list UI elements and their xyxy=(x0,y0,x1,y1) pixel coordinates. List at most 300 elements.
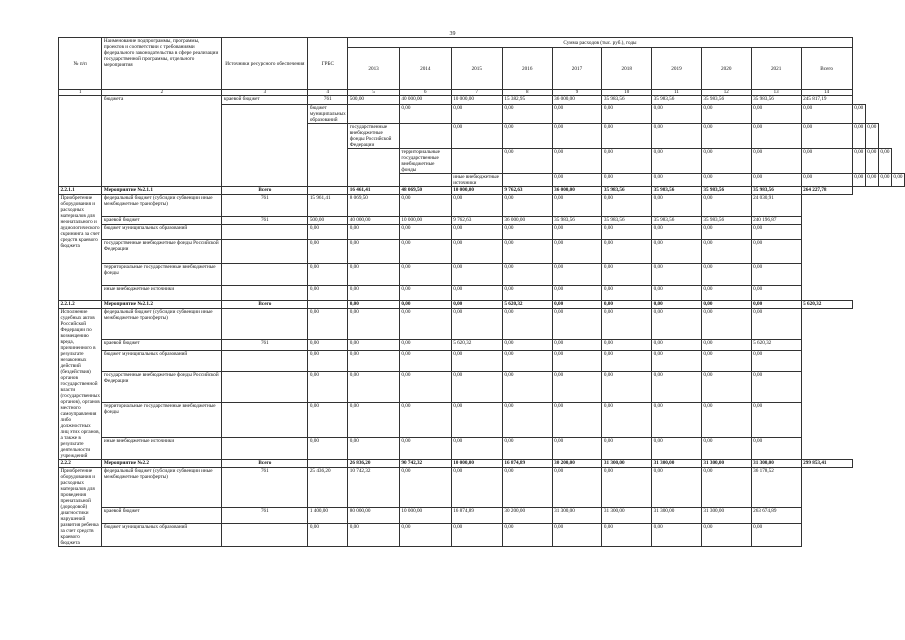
row-value: 0,00 xyxy=(451,371,502,402)
row-grbs: 761 xyxy=(222,195,308,217)
row-number xyxy=(348,149,400,187)
row-value: 0,00 xyxy=(701,339,751,350)
row-value: 0,00 xyxy=(552,264,602,286)
row-value: 0,00 xyxy=(399,309,451,340)
row-source: краевой бюджет xyxy=(102,217,222,225)
row-value: 0,00 xyxy=(502,523,552,546)
row-value: 0,00 xyxy=(652,339,702,350)
row-source: бюджет муниципальных образований xyxy=(102,350,222,371)
row-value: 0,00 xyxy=(701,149,751,174)
header-year: 2013 xyxy=(348,48,400,90)
row-value: 0,00 xyxy=(502,124,552,149)
row-value: 0,00 xyxy=(602,195,652,217)
row-value: 35 983,56 xyxy=(701,96,751,105)
row-value: 0,00 xyxy=(751,149,801,174)
row-value: 0,00 xyxy=(399,437,451,459)
row-value: 0,00 xyxy=(602,402,652,437)
row-value: 35 983,56 xyxy=(751,187,801,195)
row-value: 0,00 xyxy=(751,174,801,187)
row-grbs xyxy=(222,402,308,437)
row-source: бюджет муниципальных образований xyxy=(309,105,346,123)
row-value: 0,00 xyxy=(602,124,652,149)
row-number xyxy=(59,96,102,187)
table-row xyxy=(59,523,905,546)
row-value: 5 620,32 xyxy=(751,339,801,350)
row-value: 35 983,56 xyxy=(652,96,702,105)
row-value: 0,00 xyxy=(701,371,751,402)
row-value: 90 742,32 xyxy=(399,460,451,468)
table-row xyxy=(59,402,905,437)
row-value: 0,00 xyxy=(308,339,348,350)
row-grbs: 761 xyxy=(222,468,308,508)
row-source: Всего xyxy=(222,301,308,309)
row-value: 0,00 xyxy=(502,286,552,301)
row-value: 0,00 xyxy=(399,402,451,437)
row-value: 15 961,41 xyxy=(308,195,348,217)
row-grbs xyxy=(222,225,308,240)
row-grbs xyxy=(308,187,348,195)
column-number: 11 xyxy=(652,90,702,96)
row-value: 0,00 xyxy=(399,195,451,217)
row-source: государственные внебюджетные фонды Российской Федерации xyxy=(102,240,222,264)
row-value: 240 196,87 xyxy=(751,217,801,225)
row-source: краевой бюджет xyxy=(102,507,222,523)
row-grbs xyxy=(308,301,348,309)
row-value: 0,00 xyxy=(451,301,502,309)
row-value: 31 300,00 xyxy=(652,460,702,468)
row-value: 0,00 xyxy=(451,350,502,371)
row-value: 0,00 xyxy=(865,174,878,187)
row-value: 0,00 xyxy=(751,371,801,402)
row-value: 0,00 xyxy=(502,149,552,174)
row-value: 16 874,89 xyxy=(451,507,502,523)
row-value: 0,00 xyxy=(852,174,865,187)
row-value: 0,00 xyxy=(602,437,652,459)
row-value: 16 461,41 xyxy=(348,187,400,195)
row-value: 0,00 xyxy=(502,468,552,508)
row-value: 0,00 xyxy=(652,523,702,546)
row-value: 36 000,00 xyxy=(502,217,552,225)
row-value: 0,00 xyxy=(652,468,702,508)
header-year: 2014 xyxy=(399,48,451,90)
row-grbs xyxy=(502,174,552,187)
row-value: 0,00 xyxy=(602,523,652,546)
table-row xyxy=(59,301,905,309)
table-row xyxy=(59,507,905,523)
row-value: 0,00 xyxy=(751,350,801,371)
column-number: 3 xyxy=(222,90,308,96)
row-grbs xyxy=(451,149,502,174)
row-value: 0,00 xyxy=(308,402,348,437)
row-value: 0,00 xyxy=(701,225,751,240)
row-value: 10 000,00 xyxy=(399,217,451,225)
row-value: 299 853,41 xyxy=(801,460,852,468)
row-value: 0,00 xyxy=(602,468,652,508)
row-value: 0,00 xyxy=(552,286,602,301)
row-value: 0,00 xyxy=(602,339,652,350)
header-grbs: ГРБС xyxy=(308,38,348,90)
row-value: 0,00 xyxy=(348,523,400,546)
row-number: 2.2.1.2 xyxy=(59,301,102,309)
row-value: 0,00 xyxy=(602,309,652,340)
row-value: 0,00 xyxy=(701,124,751,149)
row-value: 0,00 xyxy=(602,350,652,371)
row-value: 31 300,00 xyxy=(652,507,702,523)
table-row xyxy=(59,195,905,217)
row-value: 36 000,00 xyxy=(552,187,602,195)
row-value: 48 069,50 xyxy=(399,187,451,195)
row-value: 36 178,52 xyxy=(751,468,801,508)
row-value: 0,00 xyxy=(552,124,602,149)
row-value: 0,00 xyxy=(502,402,552,437)
row-value: 0,00 xyxy=(552,350,602,371)
row-source: государственные внебюджетные фонды Российской Федерации xyxy=(348,124,400,149)
row-value: 8 069,50 xyxy=(348,195,400,217)
row-value: 0,00 xyxy=(502,339,552,350)
column-number: 8 xyxy=(502,90,552,96)
row-value: 0,00 xyxy=(652,195,702,217)
row-value: 5 620,32 xyxy=(451,339,502,350)
row-value: 0,00 xyxy=(701,105,751,124)
row-value: 0,00 xyxy=(852,124,865,149)
row-value: 0,00 xyxy=(552,240,602,264)
header-year: 2016 xyxy=(502,48,552,90)
row-source: территориальные государственные внебюджетные фонды xyxy=(399,149,451,174)
row-source: иные внебюджетные источники xyxy=(102,437,222,459)
table-row xyxy=(59,468,905,508)
header-year: 2020 xyxy=(701,48,751,90)
row-source: бюджет муниципальных образований xyxy=(102,225,222,240)
row-value: 36 000,00 xyxy=(552,96,602,105)
row-value: 0,00 xyxy=(451,195,502,217)
row-value: 0,00 xyxy=(701,309,751,340)
row-value: 0,00 xyxy=(348,350,400,371)
row-value: 0,00 xyxy=(308,523,348,546)
row-value: 0,00 xyxy=(552,309,602,340)
row-source: иные внебюджетные источники xyxy=(102,286,222,301)
row-grbs: 761 xyxy=(308,96,348,105)
row-source: территориальные государственные внебюджетные фонды xyxy=(102,264,222,286)
row-value: 0,00 xyxy=(308,371,348,402)
row-value: 0,00 xyxy=(552,371,602,402)
row-source: федеральный бюджет (субсидии субвенции иные межбюджетные трансферты) xyxy=(102,468,222,508)
row-value: 0,00 xyxy=(852,149,865,174)
column-number: 6 xyxy=(399,90,451,96)
row-value: 0,00 xyxy=(451,437,502,459)
row-value: 0,00 xyxy=(399,240,451,264)
row-value: 0,00 xyxy=(852,105,865,124)
row-value: 0,00 xyxy=(701,195,751,217)
table-row xyxy=(59,240,905,264)
row-value: 0,00 xyxy=(348,264,400,286)
row-value: 0,00 xyxy=(348,301,400,309)
row-source: краевой бюджет xyxy=(222,96,308,105)
row-value: 0,00 xyxy=(801,124,852,149)
row-value: 0,00 xyxy=(552,149,602,174)
table-row xyxy=(59,339,905,350)
row-value: 0,00 xyxy=(751,309,801,340)
row-value: 0,00 xyxy=(399,225,451,240)
row-source: федеральный бюджет (субсидии субвенции иные межбюджетные трансферты) xyxy=(102,195,222,217)
row-value: 0,00 xyxy=(552,105,602,124)
row-number: 2.2.1.1 xyxy=(59,187,102,195)
row-value: 0,00 xyxy=(701,402,751,437)
row-value: 0,00 xyxy=(751,437,801,459)
row-number xyxy=(399,174,451,187)
row-value: 0,00 xyxy=(701,468,751,508)
row-value: 0,00 xyxy=(701,437,751,459)
row-value: 1 400,00 xyxy=(308,507,348,523)
row-value: 0,00 xyxy=(552,523,602,546)
row-value: 0,00 xyxy=(701,523,751,546)
row-value: 0,00 xyxy=(502,225,552,240)
row-value: 35 983,56 xyxy=(602,187,652,195)
row-value: 0,00 xyxy=(552,339,602,350)
row-value: 0,00 xyxy=(348,437,400,459)
row-value: 0,00 xyxy=(451,105,502,124)
row-value: 0,00 xyxy=(552,195,602,217)
header-num: № п/п xyxy=(59,38,102,90)
row-value: 0,00 xyxy=(751,286,801,301)
row-value: 35 983,56 xyxy=(652,217,702,225)
row-value: 5 620,32 xyxy=(502,301,552,309)
column-number: 13 xyxy=(751,90,801,96)
row-value: 10 000,00 xyxy=(451,187,502,195)
row-grbs xyxy=(222,240,308,264)
row-grbs xyxy=(222,437,308,459)
row-value: 0,00 xyxy=(552,301,602,309)
column-number: 14 xyxy=(801,90,852,96)
row-value: 31 300,00 xyxy=(751,460,801,468)
row-value: 0,00 xyxy=(701,301,751,309)
row-grbs xyxy=(222,286,308,301)
table-row xyxy=(59,460,905,468)
row-value: 31 300,00 xyxy=(701,507,751,523)
row-value: 0,00 xyxy=(751,523,801,546)
row-value: 0,00 xyxy=(399,523,451,546)
row-value: 0,00 xyxy=(552,402,602,437)
row-value: 31 300,00 xyxy=(602,460,652,468)
row-value: 0,00 xyxy=(399,468,451,508)
row-value: 0,00 xyxy=(865,149,878,174)
row-value: 25 436,20 xyxy=(308,468,348,508)
row-value: 0,00 xyxy=(652,437,702,459)
row-value: 0,00 xyxy=(701,286,751,301)
row-name: Мероприятие №2.1.1 xyxy=(102,187,222,195)
row-value: 0,00 xyxy=(451,124,502,149)
row-value: 0,00 xyxy=(801,105,852,124)
row-value: 0,00 xyxy=(502,350,552,371)
table-row xyxy=(59,96,905,105)
row-name: Приобретение оборудования и расходных материалов для неонатального и аудиологического скрининга за счет средств краевого бюджета xyxy=(59,195,102,301)
row-grbs xyxy=(308,460,348,468)
row-value: 9 762,63 xyxy=(451,217,502,225)
row-grbs xyxy=(348,105,400,124)
table-row xyxy=(59,309,905,340)
row-grbs: 761 xyxy=(222,217,308,225)
row-grbs: 761 xyxy=(222,339,308,350)
row-source: территориальные государственные внебюджетные фонды xyxy=(102,402,222,437)
row-value: 30 200,00 xyxy=(502,507,552,523)
row-value: 10 000,00 xyxy=(399,507,451,523)
row-value: 0,00 xyxy=(502,264,552,286)
row-value: 0,00 xyxy=(652,309,702,340)
row-value: 0,00 xyxy=(348,225,400,240)
row-value: 0,00 xyxy=(602,174,652,187)
row-value: 0,00 xyxy=(652,301,702,309)
header-year: 2015 xyxy=(451,48,502,90)
row-value: 31 300,00 xyxy=(602,507,652,523)
row-value: 0,00 xyxy=(751,105,801,124)
table-row xyxy=(59,371,905,402)
row-value: 31 300,00 xyxy=(552,507,602,523)
row-value: 0,00 xyxy=(701,264,751,286)
page-number: 39 xyxy=(449,31,456,37)
row-value: 0,00 xyxy=(451,402,502,437)
row-value: 0,00 xyxy=(602,240,652,264)
header-year: 2019 xyxy=(652,48,702,90)
table-row xyxy=(59,437,905,459)
row-value: 0,00 xyxy=(652,286,702,301)
column-number: 2 xyxy=(102,90,222,96)
table-row xyxy=(59,350,905,371)
row-value: 0,00 xyxy=(451,468,502,508)
row-value: 0,00 xyxy=(701,350,751,371)
row-value: 0,00 xyxy=(602,225,652,240)
row-value: 263 674,89 xyxy=(751,507,801,523)
row-value: 0,00 xyxy=(865,124,878,149)
row-value: 0,00 xyxy=(348,309,400,340)
header-year: 2018 xyxy=(602,48,652,90)
row-value: 0,00 xyxy=(451,286,502,301)
row-source: Всего xyxy=(222,187,308,195)
row-value: 0,00 xyxy=(751,402,801,437)
row-source: бюджет муниципальных образований xyxy=(102,523,222,546)
row-name: бюджета xyxy=(102,96,222,187)
row-value: 35 983,56 xyxy=(701,187,751,195)
budget-table xyxy=(58,37,905,547)
row-value: 0,00 xyxy=(348,240,400,264)
row-value: 0,00 xyxy=(308,264,348,286)
row-value: 0,00 xyxy=(891,174,904,187)
row-value: 0,00 xyxy=(751,240,801,264)
row-value: 0,00 xyxy=(502,240,552,264)
row-value: 30 200,00 xyxy=(552,460,602,468)
row-value: 0,00 xyxy=(652,240,702,264)
row-value: 0,00 xyxy=(552,225,602,240)
row-grbs xyxy=(222,350,308,371)
row-value: 26 836,20 xyxy=(348,460,400,468)
row-value: 31 300,00 xyxy=(701,460,751,468)
row-value: 0,00 xyxy=(308,437,348,459)
row-number xyxy=(308,124,348,187)
row-value: 0,00 xyxy=(502,371,552,402)
row-value: 0,00 xyxy=(399,350,451,371)
row-value: 0,00 xyxy=(502,437,552,459)
row-grbs xyxy=(222,309,308,340)
row-value: 15 382,95 xyxy=(502,96,552,105)
row-value: 0,00 xyxy=(348,339,400,350)
row-value: 40 000,00 xyxy=(348,217,400,225)
row-value: 0,00 xyxy=(602,264,652,286)
row-value: 0,00 xyxy=(602,149,652,174)
table-row xyxy=(59,225,905,240)
row-value: 0,00 xyxy=(878,149,891,174)
row-value: 264 227,78 xyxy=(801,187,852,195)
table-row xyxy=(59,286,905,301)
row-grbs: 761 xyxy=(222,507,308,523)
column-number: 12 xyxy=(701,90,751,96)
row-name: Мероприятие №2.2 xyxy=(102,460,222,468)
row-value: 0,00 xyxy=(652,402,702,437)
row-value: 0,00 xyxy=(308,309,348,340)
row-value: 0,00 xyxy=(552,468,602,508)
row-value: 0,00 xyxy=(308,225,348,240)
row-value: 35 983,56 xyxy=(552,217,602,225)
column-number: 9 xyxy=(552,90,602,96)
row-source: федеральный бюджет (субсидии субвенции иные межбюджетные трансферты) xyxy=(102,309,222,340)
row-grbs xyxy=(399,124,451,149)
row-value: 0,00 xyxy=(652,124,702,149)
row-value: 500,00 xyxy=(308,217,348,225)
row-number xyxy=(222,105,308,187)
row-value: 35 983,56 xyxy=(751,96,801,105)
row-source: иные внебюджетные источники xyxy=(451,174,502,187)
row-value: 0,00 xyxy=(652,174,702,187)
header-year: 2017 xyxy=(552,48,602,90)
row-value: 0,00 xyxy=(451,309,502,340)
row-value: 40 000,00 xyxy=(399,96,451,105)
row-value: 0,00 xyxy=(451,240,502,264)
row-value: 0,00 xyxy=(602,371,652,402)
row-value: 16 874,89 xyxy=(502,460,552,468)
header-sum: Сумма расходов (тыс. руб.), годы xyxy=(348,38,852,48)
row-grbs xyxy=(222,371,308,402)
row-value: 9 762,63 xyxy=(502,187,552,195)
row-value: 0,00 xyxy=(801,174,852,187)
row-value: 0,00 xyxy=(348,286,400,301)
column-number: 4 xyxy=(308,90,348,96)
row-value: 0,00 xyxy=(652,105,702,124)
row-source: Всего xyxy=(222,460,308,468)
row-value: 0,00 xyxy=(701,240,751,264)
header-source: Источники ресурсного обеспечения xyxy=(222,38,308,90)
row-value: 0,00 xyxy=(801,149,852,174)
row-value: 0,00 xyxy=(451,523,502,546)
row-value: 0,00 xyxy=(652,350,702,371)
row-name: Исполнение судебных актов Российской Федерации по возмещению вреда, причиненного в результате незаконных действий (бездействия) органов государственной власти (государственных органов), органов местного самоуправления либо должностных лиц этих органов, а также в результате деятельности учреждений xyxy=(60,309,100,459)
row-value: 0,00 xyxy=(399,264,451,286)
row-value: 245 817,19 xyxy=(801,96,852,105)
row-value: 0,00 xyxy=(399,105,451,124)
row-value: 0,00 xyxy=(751,264,801,286)
row-value: 0,00 xyxy=(308,286,348,301)
row-value: 24 030,91 xyxy=(751,195,801,217)
row-value: 35 983,56 xyxy=(652,187,702,195)
row-value: 500,00 xyxy=(348,96,400,105)
row-value: 0,00 xyxy=(652,225,702,240)
row-value: 0,00 xyxy=(451,264,502,286)
row-value: 0,00 xyxy=(451,225,502,240)
row-value: 0,00 xyxy=(399,301,451,309)
row-source: государственные внебюджетные фонды Российской Федерации xyxy=(102,371,222,402)
row-value: 0,00 xyxy=(552,174,602,187)
row-value: 35 983,56 xyxy=(602,217,652,225)
row-value: 0,00 xyxy=(399,286,451,301)
row-grbs xyxy=(222,523,308,546)
row-value: 0,00 xyxy=(308,350,348,371)
row-value: 0,00 xyxy=(878,174,891,187)
